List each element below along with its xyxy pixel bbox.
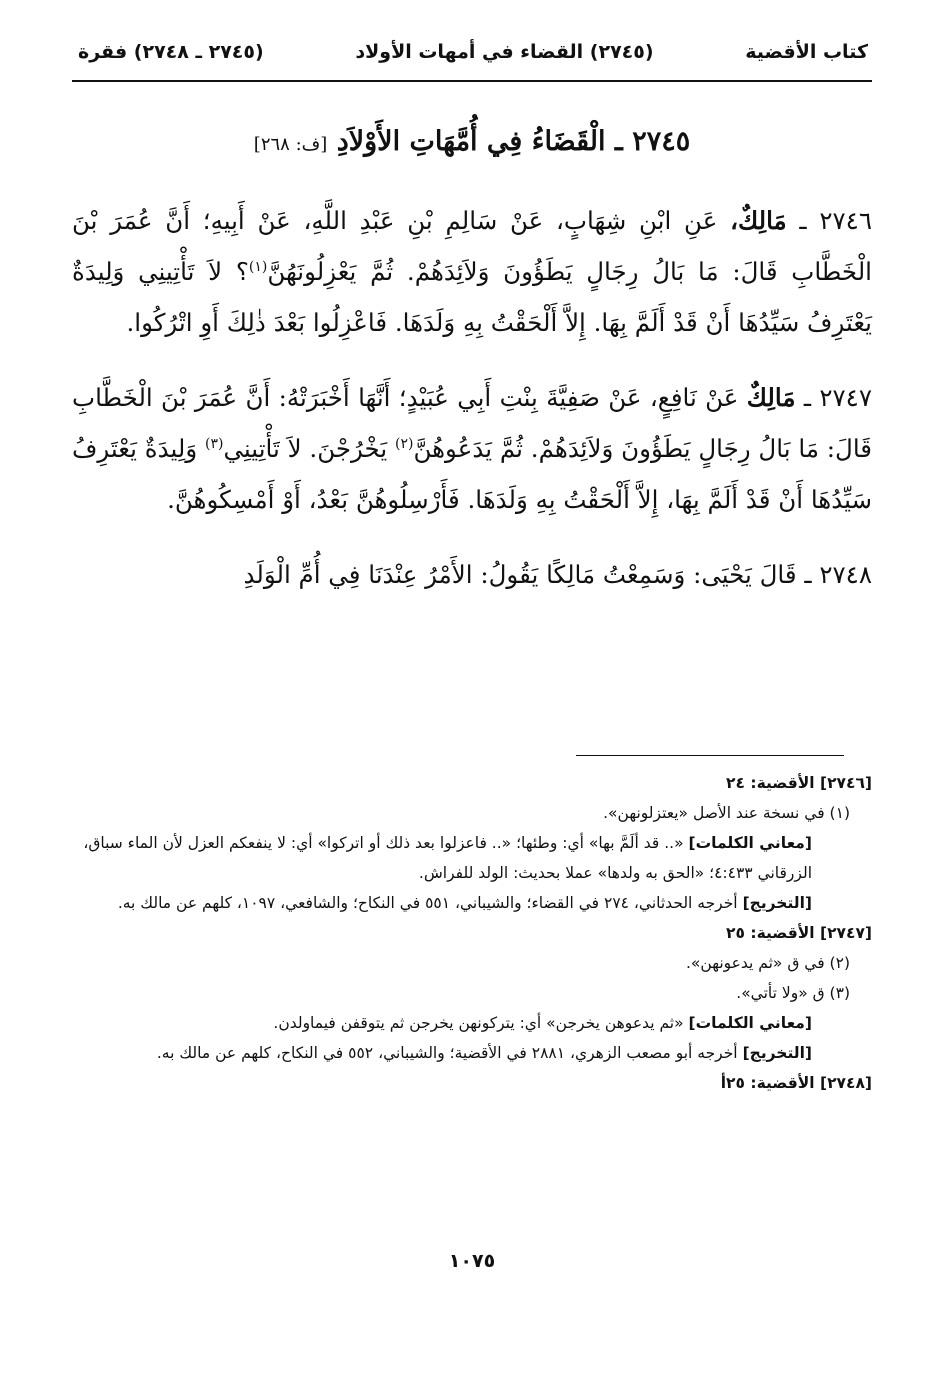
takhrij-note-2747 xyxy=(72,1038,872,1068)
chapter-number: ٢٧٤٥ ـ xyxy=(614,126,691,157)
takhrij-label: [التخريج] xyxy=(742,894,812,912)
vocabulary-note-2747 xyxy=(72,1008,872,1038)
vocabulary-text: «.. قد ألَمَّ بها» أي: وطئها؛ «.. فاعزلوا بعد ذلك أو اتركوا» أي: لا ينفعكم العزل لأن الماء سباق، الزرقاني ٤:٤٣٣؛ «الحق به ولدها» عملا بحديث: الولد للفراش. xyxy=(83,834,812,882)
vocabulary-label: [معاني الكلمات] xyxy=(688,834,812,852)
footnote-1: (١) في نسخة عند الأصل «يعتزلونهن». xyxy=(603,804,850,822)
source-ref-2747: [٢٧٤٧] الأقضية: ٢٥ xyxy=(726,924,872,942)
takhrij-note-2746 xyxy=(72,888,872,918)
main-text xyxy=(72,195,872,624)
chapter-reference: [ف: ٢٦٨] xyxy=(253,134,328,155)
hadith-number: ٢٧٤٦ ـ xyxy=(799,206,872,235)
footnote-marker-1: (١) xyxy=(248,258,268,275)
header-paragraph-range: (٢٧٤٥ ـ ٢٧٤٨) فقرة xyxy=(78,41,264,63)
hadith-number: ٢٧٤٧ ـ xyxy=(803,383,872,412)
header-book-title: كتاب الأقضية xyxy=(745,41,868,63)
hadith-2747 xyxy=(72,372,872,525)
hadith-narrator: مَالِكٌ xyxy=(746,383,796,412)
footnote-3: (٣) ق «ولا تأتي». xyxy=(736,984,850,1002)
hadith-text: عَنِ ابْنِ شِهَابٍ، عَنْ سَالِمِ بْنِ عَبْدِ اللَّهِ، عَنْ أَبِيهِ؛ أَنَّ عُمَرَ بْنَ الْخَطَّابِ قَالَ: مَا بَالُ رِجَالٍ يَطَؤُونَ وَلاَئِدَهُمْ. ثُمَّ يَعْزِلُونَهُنَّ xyxy=(72,206,872,286)
footnote-2: (٢) في ق «ثم يدعونهن». xyxy=(686,954,850,972)
header-chapter-title: (٢٧٤٥) القضاء في أمهات الأولاد xyxy=(355,41,654,63)
hadith-narrator: مَالِكٌ، xyxy=(730,206,787,235)
hadith-2748 xyxy=(72,549,872,600)
source-ref-2748: [٢٧٤٨] الأقضية: ٢٥أ xyxy=(720,1074,872,1092)
footnote-marker-2: (٢) xyxy=(395,435,414,452)
chapter-title-text: الْقَضَاءُ فِي أُمَّهَاتِ الأَوْلاَدِ xyxy=(336,126,606,157)
page-number: ١٠٧٥ xyxy=(448,1250,496,1272)
hadith-text: يَخْرُجْنَ. لاَ تَأْتِينِي xyxy=(223,434,388,463)
footnote-divider xyxy=(576,755,844,756)
vocabulary-text: «ثم يدعوهن يخرجن» أي: يتركونهن يخرجن ثم يتوقفن فيماولدن. xyxy=(273,1014,684,1032)
running-header xyxy=(78,30,868,74)
takhrij-text: أخرجه أبو مصعب الزهري، ٢٨٨١ في الأقضية؛ والشيباني، ٥٥٢ في النكاح، كلهم عن مالك به. xyxy=(156,1044,738,1062)
hadith-text: عَنْ نَافِعٍ، عَنْ صَفِيَّةَ بِنْتِ أَبِي عُبَيْدٍ؛ أَنَّهَا أَخْبَرَتْهُ: أَنَّ عُمَرَ بْنَ الْخَطَّابِ قَالَ: مَا بَالُ رِجَالٍ يَطَؤُونَ وَلاَئِدَهُمْ. ثُمَّ يَدَعُوهُنَّ xyxy=(72,383,873,463)
footnote-marker-3: (٣) xyxy=(205,435,224,452)
hadith-text: قَالَ يَحْيَى: وَسَمِعْتُ مَالِكًا يَقُولُ: الأَمْرُ عِنْدَنَا فِي أُمِّ الْوَلَدِ xyxy=(243,560,797,589)
takhrij-label: [التخريج] xyxy=(742,1044,812,1062)
hadith-2746 xyxy=(72,195,872,348)
hadith-number: ٢٧٤٨ ـ xyxy=(804,560,872,589)
header-divider xyxy=(72,80,872,82)
source-ref-2746: [٢٧٤٦] الأقضية: ٢٤ xyxy=(726,774,872,792)
vocabulary-note-2746 xyxy=(72,828,872,888)
takhrij-text: أخرجه الحدثاني، ٢٧٤ في القضاء؛ والشيباني، ٥٥١ في النكاح؛ والشافعي، ١٠٩٧، كلهم عن مالك به. xyxy=(117,894,738,912)
footnotes xyxy=(72,768,872,1098)
chapter-heading xyxy=(72,120,872,167)
hadith-text: ؟ لاَ تَأْتِينِي وَلِيدَةٌ يَعْتَرِفُ سَيِّدُهَا أَنْ قَدْ أَلَمَّ بِهَا. إِلاَّ أَلْحَقْتُ بِهِ وَلَدَهَا. فَاعْزِلُوا بَعْدَ ذٰلِكَ أَوِ اتْرُكُوا. xyxy=(72,257,872,337)
hadith-text: وَلِيدَةٌ يَعْتَرِفُ سَيِّدُهَا أَنْ قَدْ أَلَمَّ بِهَا، إِلاَّ أَلْحَقْتُ بِهِ وَلَدَهَا. فَأَرْسِلُوهُنَّ بَعْدُ، أَوْ أَمْسِكُوهُنَّ. xyxy=(72,434,872,514)
vocabulary-label: [معاني الكلمات] xyxy=(688,1014,812,1032)
